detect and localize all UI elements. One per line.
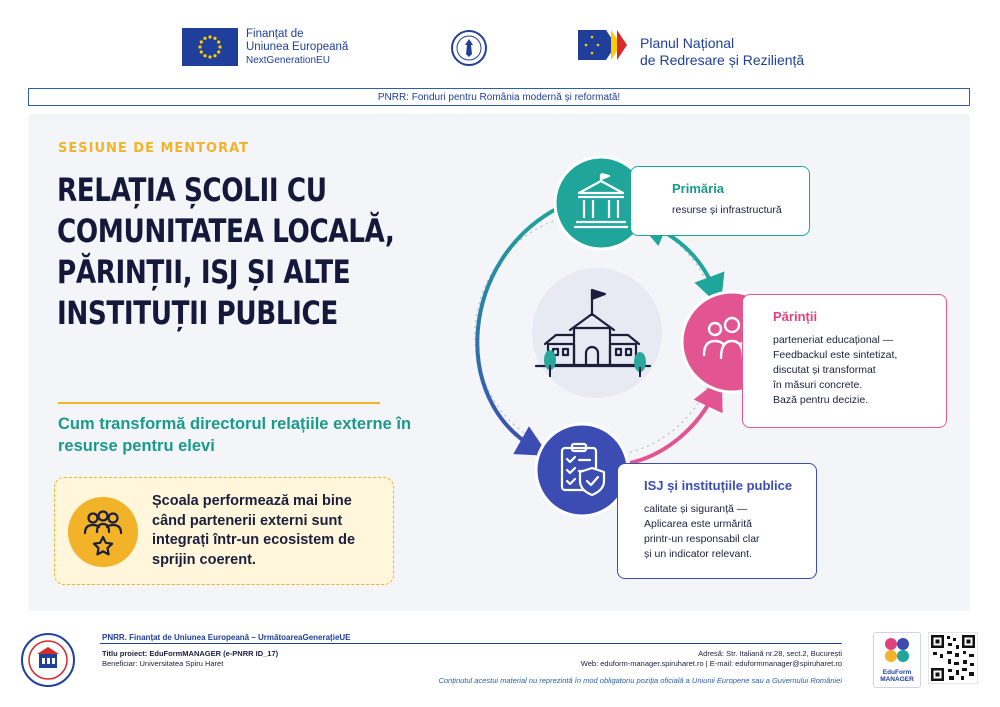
card-primaria (630, 166, 810, 236)
page-title (57, 170, 401, 334)
eduform-logo (873, 632, 921, 688)
card-parinti-line: Bază pentru decizie. (773, 394, 869, 406)
card-isj (617, 463, 817, 579)
eduform-logo-line1: EduForm (882, 669, 912, 676)
title-line: INSTITUȚII PUBLICE (57, 294, 338, 332)
eu-funding-line2: Uniunea Europeană (246, 41, 349, 53)
session-kicker: SESIUNE DE MENTORAT (58, 141, 250, 156)
title-line: RELAȚIA ȘCOLII CU (57, 171, 327, 209)
card-isj-line: și un indicator relevant. (644, 548, 752, 560)
title-line: COMUNITATEA LOCALĂ, (57, 212, 395, 250)
card-parinti (742, 294, 947, 428)
footer-project-title: Titlu proiect: EduFormMANAGER (e-PNRR ID_17) (102, 649, 279, 658)
card-isj-line: Aplicarea este urmărită (644, 518, 752, 530)
eu-flag-icon (182, 28, 238, 66)
footer-address: Adresă: Str. Italiană nr.28, sect.2, București (698, 649, 842, 658)
footer-project-info (102, 649, 278, 669)
qr-code-icon[interactable] (928, 632, 978, 684)
center-circle (532, 268, 662, 398)
card-parinti-line: în măsuri concrete. (773, 379, 863, 391)
footer-contact-info (480, 649, 842, 669)
card-primaria-text: resurse și infrastructură (672, 204, 782, 216)
university-seal-icon (20, 632, 76, 688)
arrow-bottom-right (630, 392, 715, 463)
card-parinti-line: discutat și transformat (773, 364, 876, 376)
card-parinti-line: Feedbackul este sintetizat, (773, 349, 898, 361)
team-star-icon (68, 497, 138, 567)
card-primaria-title: Primăria (672, 181, 725, 196)
card-isj-line: printr-un responsabil clar (644, 533, 760, 545)
page-subtitle: Cum transformă directorul relațiile externe în resurse pentru elevi (58, 415, 412, 455)
pnrr-line2: de Redresare și Reziliență (640, 52, 805, 68)
pnrr-flag-icon (578, 28, 634, 62)
eu-funding-line3: NextGenerationEU (246, 55, 330, 66)
footer-web-email: Web: eduform-manager.spiruharet.ro | E-mail: eduformmanager@spiruharet.ro (580, 659, 842, 668)
title-divider (58, 402, 380, 404)
card-parinti-title: Părinții (773, 309, 818, 324)
footer-beneficiary: Beneficiar: Universitatea Spiru Haret (102, 659, 224, 668)
footer-disclaimer: Conținutul acestui material nu reprezintă în mod obligatoriu poziția oficială a Uniunii Europene sau a Guvernului României (438, 676, 842, 685)
checklist-shield-icon (536, 424, 628, 516)
eu-funding-line1: Finanțat de (246, 28, 304, 40)
eduform-logo-line2: MANAGER (880, 676, 914, 683)
title-line: PĂRINȚII, ISJ ȘI ALTE (57, 253, 351, 291)
eu-funding-text (246, 28, 348, 67)
card-isj-title: ISJ și instituțiile publice (644, 478, 793, 493)
card-parinti-line: parteneriat educațional — (773, 334, 894, 346)
footer-divider (100, 643, 842, 644)
callout-text: Școala performează mai bine când partenerii externi sunt integrați într-un ecosistem de sprijin coerent. (152, 493, 356, 568)
government-seal-icon (451, 30, 487, 66)
pnrr-line1: Planul Național (640, 35, 735, 51)
footer-funding-line: PNRR. Finanțat de Uniunea Europeană – UrmătoareaGenerațieUE (102, 633, 351, 642)
pnrr-banner: PNRR: Fonduri pentru România modernă și reformată! (28, 88, 970, 106)
pnrr-text (640, 35, 804, 69)
card-isj-line: calitate și siguranță — (644, 503, 748, 515)
